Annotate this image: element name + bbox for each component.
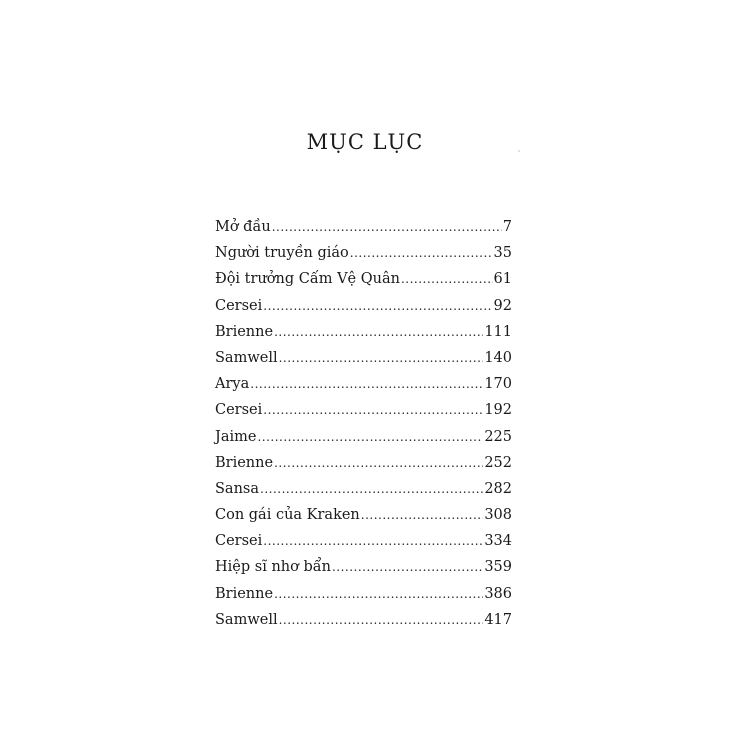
toc-entry-title: Hiệp sĩ nhơ bẩn [215, 559, 331, 576]
toc-entry [215, 376, 512, 402]
page-speck [518, 150, 520, 152]
toc-entry [215, 298, 512, 324]
toc-leader-dots [274, 325, 483, 339]
toc-leader-dots [274, 587, 483, 601]
toc-entry [215, 533, 512, 559]
toc-entry-page: 140 [484, 349, 512, 366]
toc-entry-title: Brienne [215, 454, 274, 471]
toc-entry-title: Samwell [215, 611, 278, 628]
toc-entry-page: 225 [484, 428, 512, 445]
toc-leader-dots [263, 534, 483, 548]
toc-entry [215, 402, 512, 428]
toc-entry [215, 324, 512, 350]
toc-entry [215, 271, 512, 297]
toc-entry-page: 252 [484, 454, 512, 471]
toc-leader-dots [279, 613, 484, 627]
toc-entry-title: Brienne [215, 323, 274, 340]
toc-entry [215, 350, 512, 376]
toc-entry-title: Jaime [215, 428, 257, 445]
toc-entry-page: 61 [493, 271, 512, 288]
toc-entry-title: Arya [215, 376, 250, 393]
toc-entry [215, 481, 512, 507]
toc-entry-title: Brienne [215, 585, 274, 602]
toc-leader-dots [260, 482, 483, 496]
toc-entry-page: 359 [484, 559, 512, 576]
toc-leader-dots [361, 508, 484, 522]
toc-leader-dots [332, 560, 483, 574]
toc-leader-dots [272, 220, 502, 234]
toc-entry-title: Sansa [215, 480, 260, 497]
toc-entry-title: Mở đầu [215, 219, 271, 235]
toc-entry-page: 417 [484, 611, 512, 628]
toc-leader-dots [263, 403, 483, 417]
toc-entry-title: Cersei [215, 297, 263, 314]
toc-entry [215, 245, 512, 271]
toc-entry-page: 282 [484, 480, 512, 497]
toc-leader-dots [274, 456, 483, 470]
toc-leader-dots [250, 377, 483, 391]
toc-entry [215, 612, 512, 638]
toc-leader-dots [263, 299, 492, 313]
toc-entry-page: 386 [484, 585, 512, 602]
toc-entry-title: Samwell [215, 349, 278, 366]
toc-entry [215, 219, 512, 245]
toc-entry-page: 35 [493, 245, 512, 262]
toc-entry [215, 429, 512, 455]
toc-leader-dots [350, 246, 493, 260]
toc-leader-dots [279, 351, 484, 365]
toc-entry-page: 334 [484, 533, 512, 550]
toc-entry-page: 170 [484, 376, 512, 393]
toc-entry [215, 455, 512, 481]
toc-entry-title: Người truyền giáo [215, 245, 349, 262]
toc-leader-dots [257, 430, 483, 444]
toc-entry-page: 308 [484, 507, 512, 524]
page-title: MỤC LỤC [306, 130, 424, 154]
toc-entry-title: Cersei [215, 533, 263, 550]
toc-leader-dots [401, 272, 493, 286]
toc-entry-title: Đội trưởng Cấm Vệ Quân [215, 271, 400, 288]
toc-entry-title: Cersei [215, 402, 263, 419]
toc-entry [215, 586, 512, 612]
toc-entry-title: Con gái của Kraken [215, 507, 360, 524]
toc-entry-page: 7 [502, 219, 512, 235]
toc-entry [215, 507, 512, 533]
toc-entry [215, 559, 512, 585]
toc-entry-page: 111 [484, 323, 512, 340]
toc-entry-page: 192 [484, 402, 512, 419]
table-of-contents [215, 219, 512, 638]
toc-entry-page: 92 [493, 297, 512, 314]
